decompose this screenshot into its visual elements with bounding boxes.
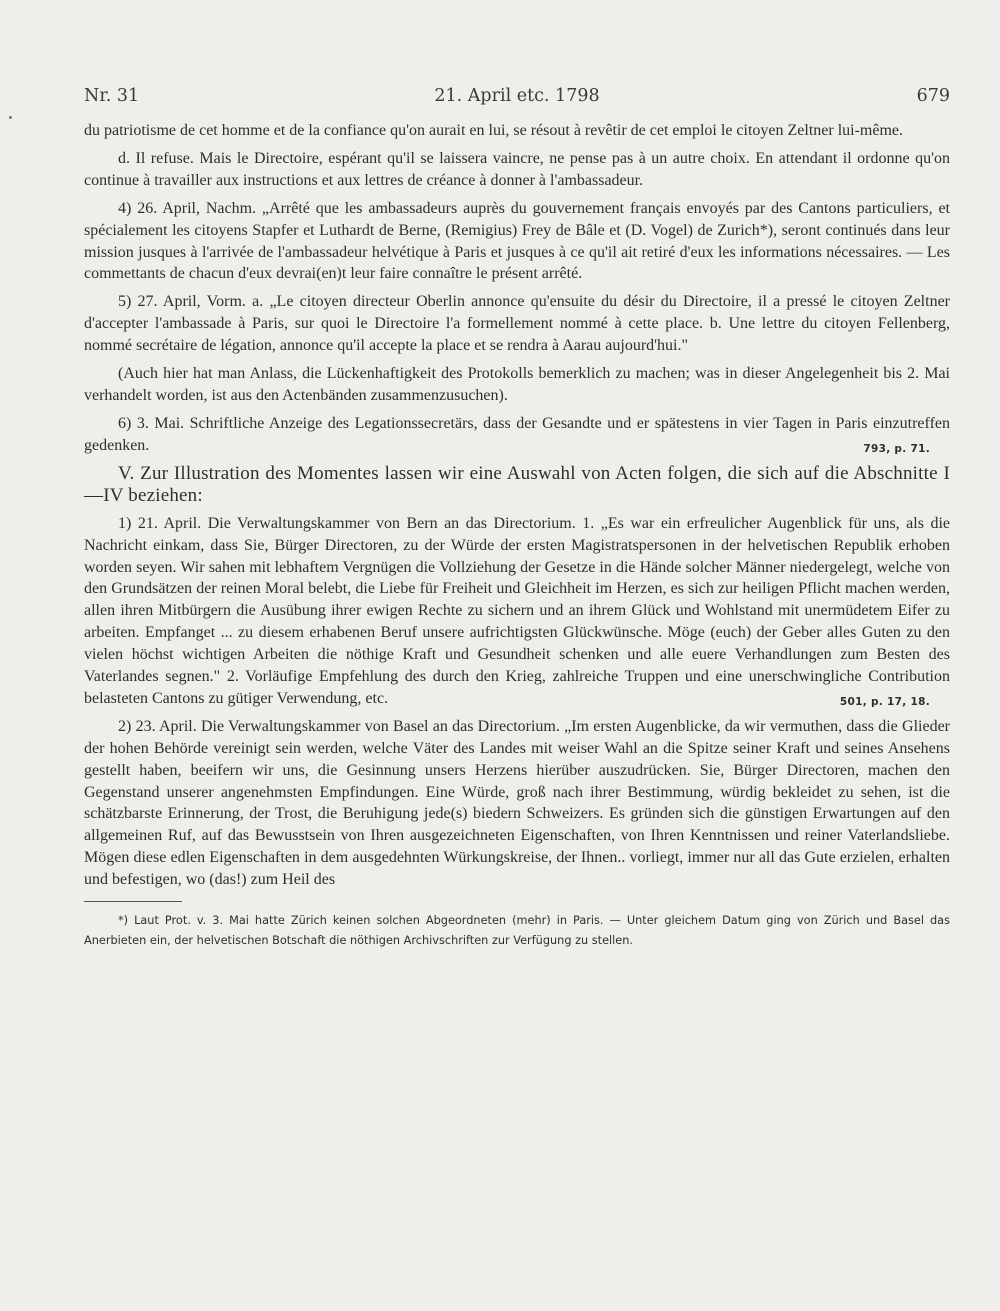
page-number: 679: [916, 86, 950, 106]
section-v-heading: V. Zur Illustration des Momentes lassen wir eine Auswahl von Acten folgen, die sich auf die Abschnitte I—IV beziehen:: [84, 462, 950, 506]
scan-speck: [9, 116, 12, 119]
paragraph-6-text: 6) 3. Mai. Schriftliche Anzeige des Legationssecretärs, dass der Gesandte und er spätestens in vier Tagen in Paris einzutreffen gedenken.: [84, 414, 950, 454]
running-head: [84, 86, 950, 120]
paragraph-v2: 2) 23. April. Die Verwaltungskammer von Basel an das Directorium. „Im ersten Augenblicke, da wir vermuthen, dass die Glieder der hohen Behörde vereinigt sein werden, welche Väter des Landes mit weiser Wahl an die Spitze seiner Kraft und seines Ansehens gestellt haben, beeifern wir uns, die Gesinnung unsers Herzens hierüber auszudrücken. Sie, Bürger Directoren, machen den Gegenstand unserer angenehmsten Empfindungen. Eine Würde, groß nach ihrer Bestimmung, würdig bekleidet zu sehen, ist die schätzbarste Erinnerung, der Trost, die Beruhigung jede(s) biedern Schweizers. Es gründen sich die günstigen Erwartungen auf den allgemeinen Ruf, auf das Bewusstsein von Ihren ausgezeichneten Eigenschaften, von Ihren Kenntnissen und reiner Vaterlandsliebe. Mögen diese edlen Eigenschaften in dem ausgedehnten Würkungskreise, der Ihnen.. vorliegt, immer nur all das Gute erzielen, erhalten und befestigen, wo (das!) zum Heil des: [84, 717, 950, 889]
main-text: [84, 120, 950, 891]
running-title: 21. April etc. 1798: [434, 86, 600, 106]
paragraph-d: d. Il refuse. Mais le Directoire, espérant qu'il se laissera vaincre, ne pense pas à un autre choix. En attendant il ordonne qu'on continue à travailler aux instructions et aux lettres de créance à donner à l'ambassadeur.: [84, 149, 950, 189]
footnote-divider: [84, 901, 182, 902]
archive-reference: 793, p. 71.: [863, 442, 930, 455]
paragraph-v1: [84, 513, 950, 710]
paragraph-4: 4) 26. April, Nachm. „Arrêté que les ambassadeurs auprès du gouvernement français envoyés par des Cantons particuliers, et spécialement les citoyens Stapfer et Luthardt de Berne, (Remigius) Frey de Bâle et (D. Vogel) de Zurich*), seront continués dans leur mission jusques à l'arrivée de l'ambassadeur helvétique à Paris et jusques à ce qu'il ait retiré d'eux les informations nécessaires. — Les commettants de chacun d'eux devrai(en)t leur faire connaître le présent arrêté.: [84, 199, 950, 283]
footnote: *) Laut Prot. v. 3. Mai hatte Zürich keinen solchen Abgeordneten (mehr) in Paris. — Unter gleichem Datum ging von Zürich und Basel das Anerbieten ein, der helvetischen Botschaft die nöthigen Archivschriften zur Verfügung zu stellen.: [84, 914, 950, 948]
footnotes: [84, 911, 950, 951]
paragraph-continuation: du patriotisme de cet homme et de la confiance qu'on aurait en lui, se résout à revêtir de cet emploi le citoyen Zeltner lui-même.: [84, 122, 904, 139]
paragraph-note: (Auch hier hat man Anlass, die Lückenhaftigkeit des Protokolls bemerklich zu machen; was in dieser Angelegenheit bis 2. Mai verhandelt worden, ist aus den Actenbänden zusammenzusuchen).: [84, 365, 950, 404]
paragraph-v1-text: 1) 21. April. Die Verwaltungskammer von Bern an das Directorium. 1. „Es war ein erfreulicher Augenblick für uns, als die Nachricht einkam, dass Sie, Bürger Directoren, zu der Würde der ersten Magistratspersonen in der helvetischen Republik erhoben worden seyen. Wir sahen mit lebhaftem Vergnügen die Vollziehung der Gesetze in die Hände solcher Männer niedergelegt, welche von den Grundsätzen der reinen Moral belebt, die Liebe für Freiheit und Gleichheit im Herzen, es sich zur heiligen Pflicht machen werden, allen ihren Mitbürgern die Ausübung ihrer ewigen Rechte zu sichern und an ihrem Glück und Wohlstand mit unermüdetem Eifer zu arbeiten. Empfanget ... zu diesem erhabenen Beruf unsere aufrichtigsten Glückwünsche. Möge (euch) der Geber alles Guten zu den vielen höchst wichtigen Arbeiten die nöthige Kraft und Gesundheit schenken und alle euere Verhandlungen zum Besten des Vaterlandes segnen." 2. Vorläufige Empfehlung des durch den Krieg, zahlreiche Truppen und eine unerschwingliche Contribution belasteten Cantons zu gütiger Verwendung, etc.: [84, 514, 950, 707]
paragraph-6: [84, 413, 950, 457]
paragraph-5: 5) 27. April, Vorm. a. „Le citoyen directeur Oberlin annonce qu'ensuite du désir du Directoire, il a pressé le citoyen Zeltner d'accepter l'ambassade à Paris, sur quoi le Directoire l'a formellement nommé à cette place. b. Une lettre du citoyen Fellenberg, nommé secrétaire de légation, annonce qu'il accepte la place et se rendra à Aarau aujourd'hui.": [84, 293, 950, 355]
document-number: Nr. 31: [84, 86, 140, 106]
archive-reference: 501, p. 17, 18.: [839, 695, 930, 708]
